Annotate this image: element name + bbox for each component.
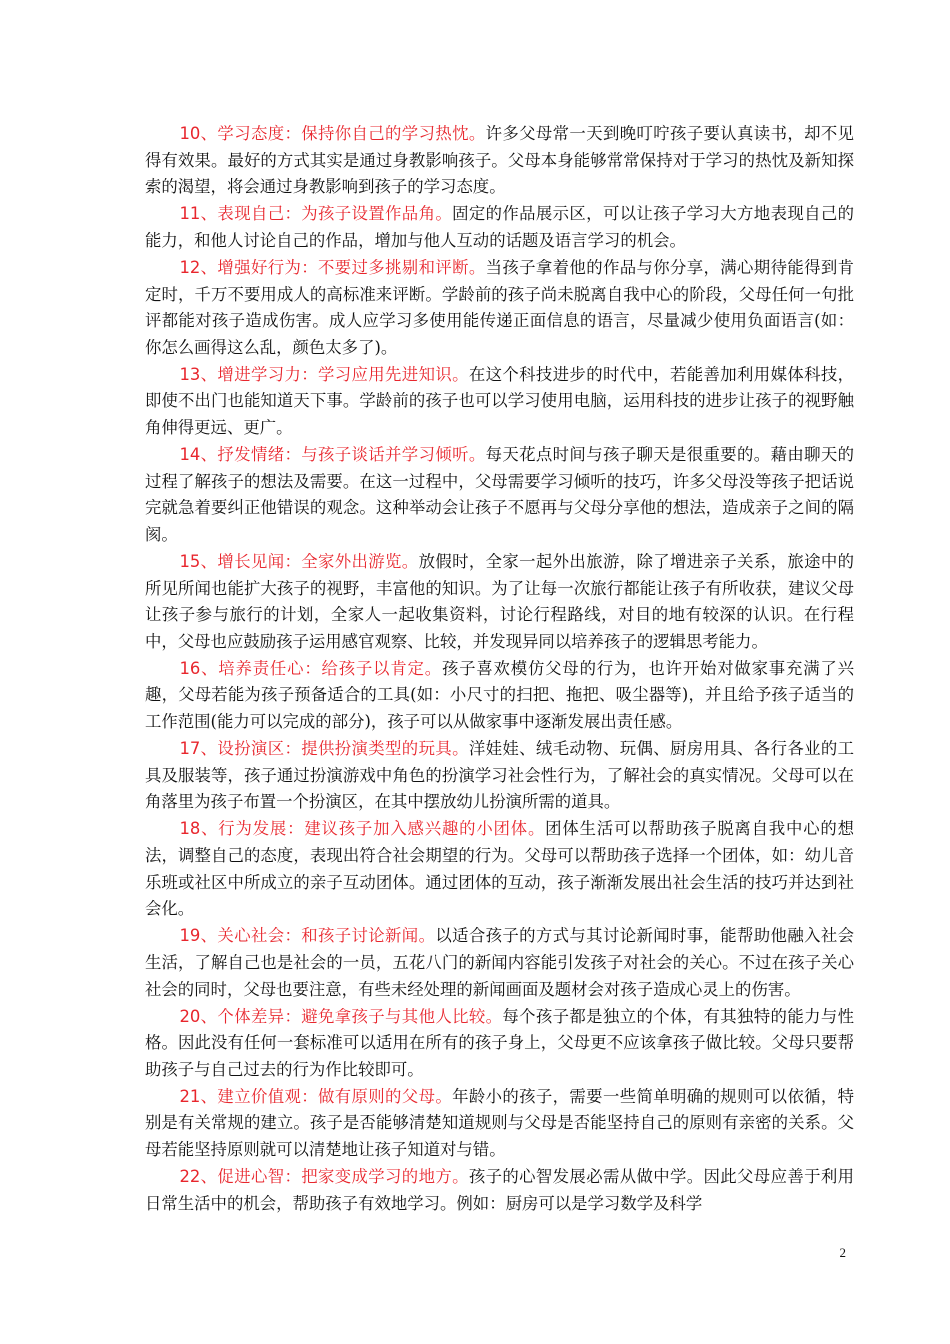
paragraph-heading: 18、行为发展：建议孩子加入感兴趣的小团体。	[179, 819, 546, 839]
paragraph-22	[145, 1164, 854, 1217]
paragraph-19	[145, 923, 854, 1003]
page-number: 2	[839, 1245, 846, 1260]
paragraph-heading: 20、个体差异：避免拿孩子与其他人比较。	[179, 1006, 503, 1026]
paragraph-21	[145, 1084, 854, 1164]
paragraph-heading: 16、培养责任心：给孩子以肯定。	[179, 658, 442, 678]
paragraph-16	[145, 656, 854, 736]
paragraph-text: 孩子喜欢模仿父母的行为，也许开始对做家事充满了兴趣，父母若能为孩子预备适合的工具(如：小尺寸的扫把、拖把、吸尘器等)，并且给予孩子适当的工作范围(能力可以完成的部分)，孩子可以从做家事中逐渐发展出责任感。	[145, 658, 855, 732]
paragraph-heading: 17、设扮演区：提供扮演类型的玩具。	[179, 739, 469, 759]
paragraph-text: 年龄小的孩子，需要一些简单明确的规则可以依循，特别是有关常规的建立。孩子是否能够清楚知道规则与父母是否能坚持自己的原则有亲密的关系。父母若能坚持原则就可以清楚地让孩子知道对与错。	[145, 1086, 855, 1160]
paragraph-17	[145, 736, 854, 816]
paragraph-text: 每个孩子都是独立的个体，有其独特的能力与性格。因此没有任何一套标准可以适用在所有的孩子身上，父母更不应该拿孩子做比较。父母只要帮助孩子与自己过去的行为作比较即可。	[145, 1006, 854, 1079]
paragraph-18	[145, 816, 854, 922]
paragraph-13	[145, 362, 854, 442]
paragraph-heading: 21、建立价值观：做有原则的父母。	[179, 1086, 453, 1106]
paragraph-heading: 14、抒发情绪：与孩子谈话并学习倾听。	[179, 445, 486, 465]
paragraph-heading: 19、关心社会：和孩子讨论新闻。	[179, 926, 436, 946]
paragraph-text: 每天花点时间与孩子聊天是很重要的。藉由聊天的过程了解孩子的想法及需要。在这一过程中，父母需要学习倾听的技巧，许多父母没等孩子把话说完就急着要纠正他错误的观念。这种举动会让孩子不愿再与父母分享他的想法，造成亲子之间的隔阂。	[145, 445, 855, 544]
paragraph-heading: 11、表现自己：为孩子设置作品角。	[179, 204, 453, 224]
paragraph-text: 以适合孩子的方式与其讨论新闻时事，能帮助他融入社会生活，了解自己也是社会的一员，五花八门的新闻内容能引发孩子对社会的关心。不过在孩子关心社会的同时，父母也要注意，有些未经处理的新闻画面及题材会对孩子造成心灵上的伤害。	[145, 926, 854, 999]
paragraph-text: 洋娃娃、绒毛动物、玩偶、厨房用具、各行各业的工具及服装等，孩子通过扮演游戏中角色的扮演学习社会性行为，了解社会的真实情况。父母可以在角落里为孩子布置一个扮演区，在其中摆放幼儿扮演所需的道具。	[145, 739, 855, 812]
paragraph-heading: 15、增长见闻：全家外出游览。	[179, 552, 419, 571]
paragraph-heading: 12、增强好行为：不要过多挑剔和评断。	[179, 257, 486, 277]
paragraph-12	[145, 255, 854, 361]
paragraph-heading: 10、学习态度：保持你自己的学习热忱。	[179, 124, 486, 143]
paragraph-10	[145, 121, 854, 201]
paragraph-14	[145, 442, 854, 548]
paragraph-heading: 22、促进心智：把家变成学习的地方。	[179, 1167, 469, 1187]
paragraph-20	[145, 1004, 854, 1084]
paragraph-text: 固定的作品展示区，可以让孩子学习大方地表现自己的能力，和他人讨论自己的作品，增加与他人互动的话题及语言学习的机会。	[145, 204, 855, 250]
paragraph-text: 团体生活可以帮助孩子脱离自我中心的想法，调整自己的态度，表现出符合社会期望的行为。父母可以帮助孩子选择一个团体，如：幼儿音乐班或社区中所成立的亲子互动团体。通过团体的互动，孩子渐渐发展出社会生活的技巧并达到社会化。	[145, 819, 855, 919]
paragraph-heading: 13、增进学习力：学习应用先进知识。	[179, 364, 469, 384]
paragraph-text: 孩子的心智发展必需从做中学。因此父母应善于利用日常生活中的机会，帮助孩子有效地学习。例如：厨房可以是学习数学及科学	[145, 1167, 855, 1213]
document-body	[145, 121, 854, 1217]
paragraph-11	[145, 201, 854, 254]
paragraph-15	[145, 549, 854, 655]
paragraph-text: 当孩子拿着他的作品与你分享，满心期待能得到肯定时，千万不要用成人的高标准来评断。学龄前的孩子尚未脱离自我中心的阶段，父母任何一句批评都能对孩子造成伤害。成人应学习多使用能传递正面信息的语言，尽量减少使用负面语言(如：你怎么画得这么乱，颜色太多了)。	[145, 257, 855, 357]
paragraph-text: 许多父母常一天到晚叮咛孩子要认真读书，却不见得有效果。最好的方式其实是通过身教影响孩子。父母本身能够常常保持对于学习的热忱及新知探索的渴望，将会通过身教影响到孩子的学习态度。	[145, 124, 855, 197]
paragraph-text: 在这个科技进步的时代中，若能善加利用媒体科技，即使不出门也能知道天下事。学龄前的孩子也可以学习使用电脑，运用科技的进步让孩子的视野触角伸得更远、更广。	[145, 364, 855, 438]
paragraph-text: 放假时，全家一起外出旅游，除了增进亲子关系，旅途中的所见所闻也能扩大孩子的视野，丰富他的知识。为了让每一次旅行都能让孩子有所收获，建议父母让孩子参与旅行的计划，全家人一起收集资料，讨论行程路线，对目的地有较深的认识。在行程中，父母也应鼓励孩子运用感官观察、比较，并发现异同以培养孩子的逻辑思考能力。	[145, 552, 855, 651]
